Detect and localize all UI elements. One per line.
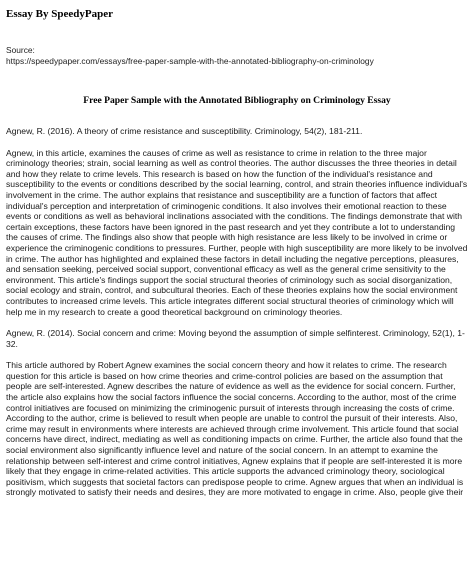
annotation-1: Agnew, in this article, examines the causes of crime as well as resistance to crime in relation to the three major criminology theories; strain, social learning as well as control theories. The author discusses the three theories in detail and how they relate to crime levels. This research is based on how the function of the individual's resistance and susceptibility to the events or conditions described by the social learning, control, and strain theories influence individual's involvement in the crime. The author explains that resistance and susceptibility are a function of factors that affect individual's perception and interpretation of criminogenic conditions. It also involves their emotional reaction to these events or conditions as well as behavioral inclinations associated with the conditions. The findings demonstrate that with certain exceptions, these factors have been ignored in the past research and yet they contribute a lot to understanding the causes of crime. The findings also show that people with high resistance are less likely to be involved in crime or experience the criminogenic conditions to pressures. Further, people with high susceptibility are more likely to be involved in crime. The author has highlighted and explained these factors in detail including the negative perceptions, pleasures, and sensation seeking, perceived social support, conventional efficacy as well as the general crime sensitivity to the environment. This article's findings support the social structural theories of criminology such as social disorganization, social ecology and strain, control, and subcultural theories. Each of these theories explains how the social environment contributes to increased crime levels. This article integrates different social structural theories of criminology which will help me in my research to create a good theoretical background on criminology theories. [6,147,468,317]
source-label: Source: [6,45,35,55]
site-header-title: Essay By SpeedyPaper [6,8,113,20]
citation-1: Agnew, R. (2016). A theory of crime resistance and susceptibility. Criminology, 54(2), 181-211. [6,126,363,136]
document-body [6,126,468,509]
citation-2: Agnew, R. (2014). Social concern and crime: Moving beyond the assumption of simple selfinterest. Criminology, 52(1), 1-32. [6,328,465,349]
document-title: Free Paper Sample with the Annotated Bibliography on Criminology Essay [83,95,391,106]
source-url-link[interactable]: https://speedypaper.com/essays/free-paper-sample-with-the-annotated-bibliography-on-criminology [6,55,374,66]
source-block [6,45,472,66]
annotation-2: This article authored by Robert Agnew examines the social concern theory and how it relates to crime. The research question for this article is based on how crime theories and crime-control policies are based on the assumption that people are self-interested. Agnew describes the nature of evidence as well as the evidence for social concern. Further, the article also explains how the social factors influence the social concerns. According to the author, most of the crime control initiatives are focused on minimizing the criminogenic pursuit of interests through increasing the costs of crime. According to the author, crime is believed to result when people are unable to control the pursuit of their interests. Also, crime may result in environments where interests are achieved through crime involvement. This article found that social concerns have direct, indirect, mediating as well as conditioning impacts on crime. Further, the article also found that the social environment also significantly influence level and nature of the social concern. In an attempt to examine the relationship between self-interest and crime control initiatives, Agnew explains that if people are self-interested it is more likely that they engage in crime-related activities. This article supports the advanced criminology theory, sociological positivism, which suggests that societal factors can predispose people to crime. Agnew argues that when an individual is strongly motivated to satisfy their needs and desires, they are more motivated to engage in crime. Also, people give their [6,360,464,498]
